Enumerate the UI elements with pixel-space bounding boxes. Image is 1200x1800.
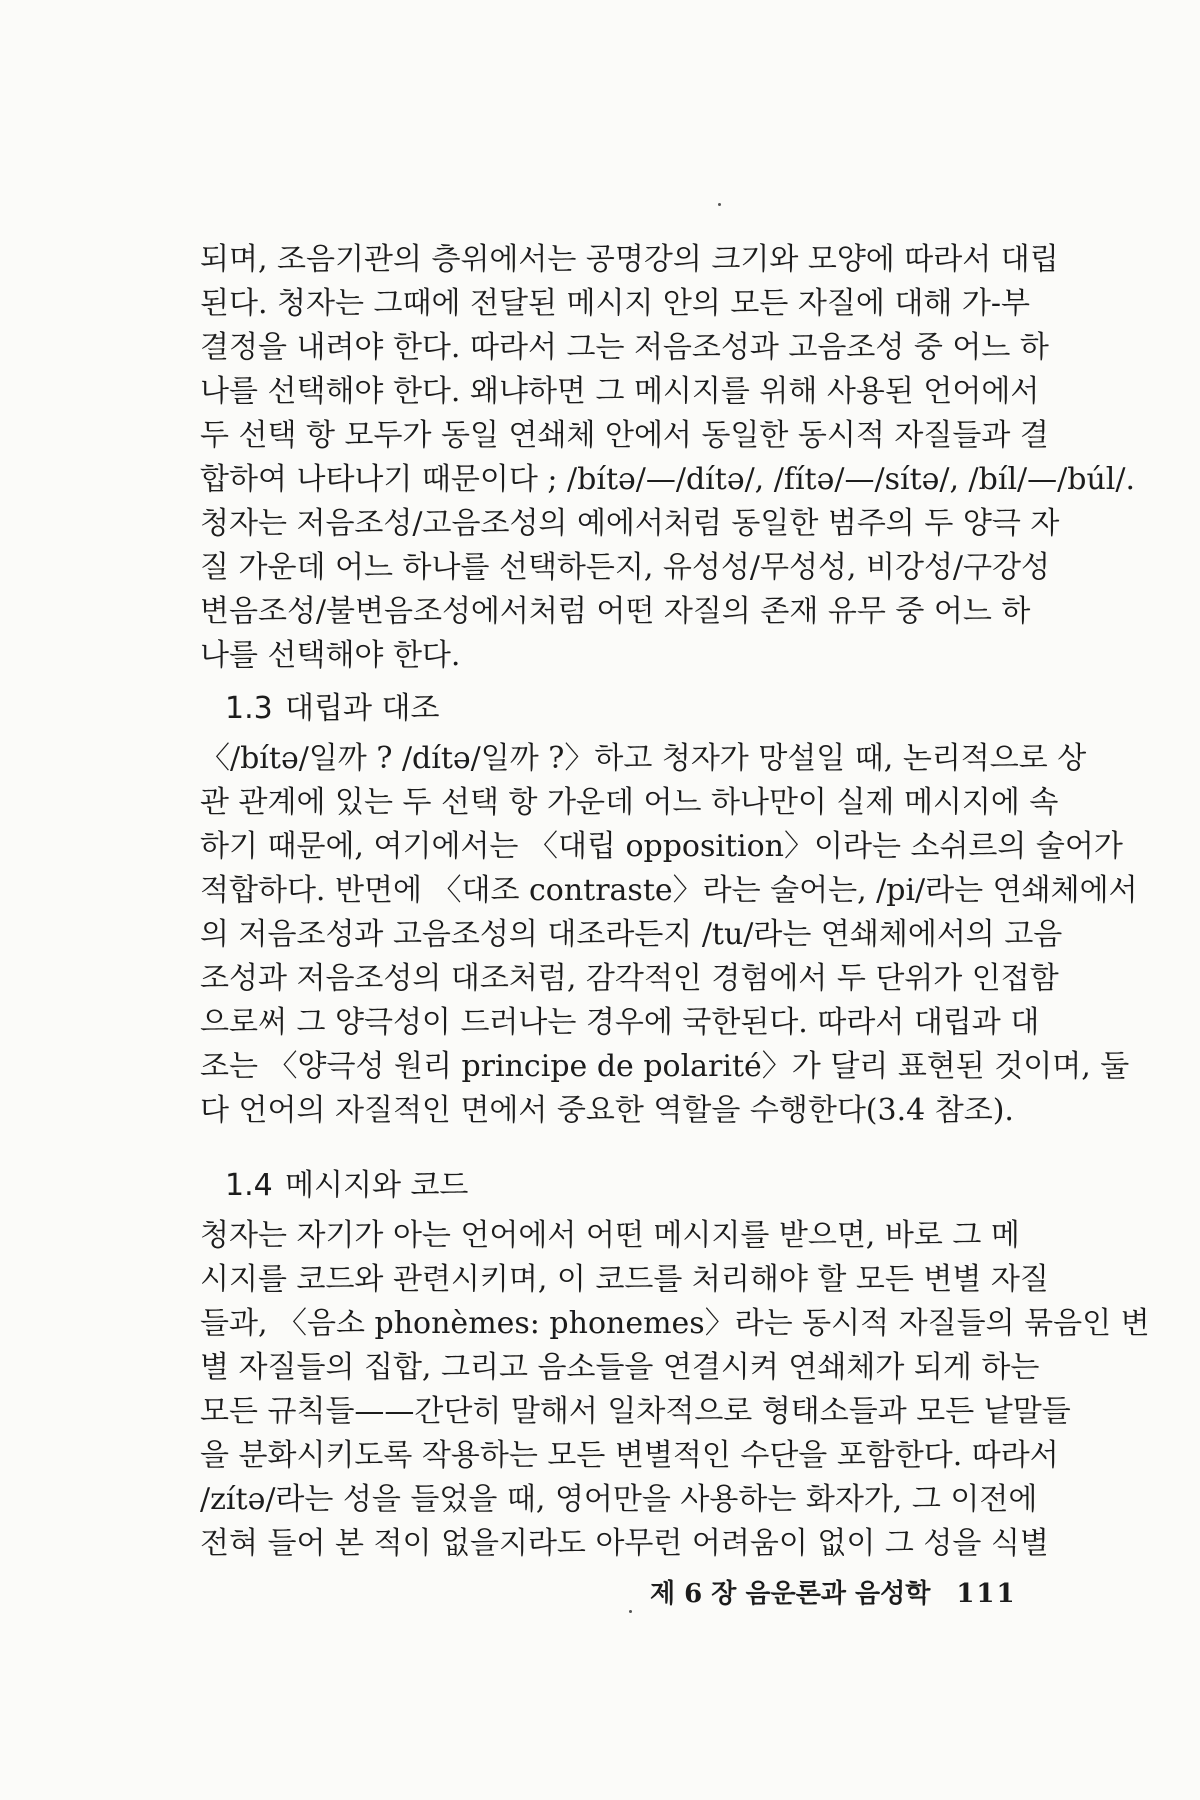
text-line: 질 가운데 어느 하나를 선택하든지, 유성성/무성성, 비강성/구강성 — [200, 550, 1050, 585]
text-line: 다 언어의 자질적인 면에서 중요한 역할을 수행한다(3.4 참조). — [200, 1093, 1014, 1128]
text-line: 으로써 그 양극성이 드러나는 경우에 국한된다. 따라서 대립과 대 — [200, 1005, 1040, 1040]
text-line: 나를 선택해야 한다. — [200, 638, 461, 673]
chapter-title: 제 6 장 음운론과 음성학 — [650, 1579, 931, 1609]
paragraph-3 — [200, 1214, 1150, 1566]
section-number: 1.4 — [225, 1168, 273, 1203]
text-line: 나를 선택해야 한다. 왜냐하면 그 메시지를 위해 사용된 언어에서 — [200, 374, 1040, 409]
text-line: 전혀 들어 본 적이 없을지라도 아무런 어려움이 없이 그 성을 식별 — [200, 1526, 1049, 1561]
text-line: 하기 때문에, 여기에서는 〈대립 opposition〉이라는 소쉬르의 술어가 — [200, 829, 1123, 864]
section-heading-1-4 — [225, 1166, 468, 1206]
text-line: 합하여 나타나기 때문이다 ; /bítə/—/dítə/, /fítə/—/sítə/, /bíl/—/búl/. — [200, 462, 1136, 497]
section-number: 1.3 — [225, 691, 273, 726]
text-line: 된다. 청자는 그때에 전달된 메시지 안의 모든 자질에 대해 가-부 — [200, 286, 1030, 321]
text-line: 청자는 자기가 아는 언어에서 어떤 메시지를 받으면, 바로 그 메 — [200, 1218, 1020, 1253]
print-speck — [718, 203, 721, 206]
text-line: 되며, 조음기관의 층위에서는 공명강의 크기와 모양에 따라서 대립 — [200, 242, 1059, 277]
text-line: 을 분화시키도록 작용하는 모든 변별적인 수단을 포함한다. 따라서 — [200, 1438, 1059, 1473]
print-speck — [629, 1610, 632, 1613]
text-line: 적합하다. 반면에 〈대조 contraste〉라는 술어는, /pi/라는 연쇄체에서 — [200, 873, 1138, 908]
section-heading-1-3 — [225, 689, 439, 729]
text-line: 〈/bítə/일까 ? /dítə/일까 ?〉하고 청자가 망설일 때, 논리적으로 상 — [200, 741, 1087, 776]
text-line: 조는 〈양극성 원리 principe de polarité〉가 달리 표현된 것이며, 둘 — [200, 1049, 1130, 1084]
paragraph-2 — [200, 737, 1138, 1133]
text-line: 관 관계에 있는 두 선택 항 가운데 어느 하나만이 실제 메시지에 속 — [200, 785, 1059, 820]
text-line: 변음조성/불변음조성에서처럼 어떤 자질의 존재 유무 중 어느 하 — [200, 594, 1031, 629]
paragraph-1 — [200, 238, 1136, 678]
section-title: 대립과 대조 — [285, 691, 440, 726]
page-number: 111 — [956, 1579, 1017, 1609]
text-line: 모든 규칙들——간단히 말해서 일차적으로 형태소들과 모든 낱말들 — [200, 1394, 1071, 1429]
text-line: 별 자질들의 집합, 그리고 음소들을 연결시켜 연쇄체가 되게 하는 — [200, 1350, 1040, 1385]
text-line: 의 저음조성과 고음조성의 대조라든지 /tu/라는 연쇄체에서의 고음 — [200, 917, 1063, 952]
text-line: 시지를 코드와 관련시키며, 이 코드를 처리해야 할 모든 변별 자질 — [200, 1262, 1049, 1297]
running-footer — [650, 1573, 1017, 1610]
text-line: /zítə/라는 성을 들었을 때, 영어만을 사용하는 화자가, 그 이전에 — [200, 1482, 1038, 1517]
text-line: 결정을 내려야 한다. 따라서 그는 저음조성과 고음조성 중 어느 하 — [200, 330, 1049, 365]
text-line: 들과, 〈음소 phonèmes: phonemes〉라는 동시적 자질들의 묶음인 변 — [200, 1306, 1150, 1341]
text-line: 조성과 저음조성의 대조처럼, 감각적인 경험에서 두 단위가 인접함 — [200, 961, 1059, 996]
text-line: 두 선택 항 모두가 동일 연쇄체 안에서 동일한 동시적 자질들과 결 — [200, 418, 1049, 453]
section-title: 메시지와 코드 — [285, 1168, 469, 1203]
text-line: 청자는 저음조성/고음조성의 예에서처럼 동일한 범주의 두 양극 자 — [200, 506, 1060, 541]
